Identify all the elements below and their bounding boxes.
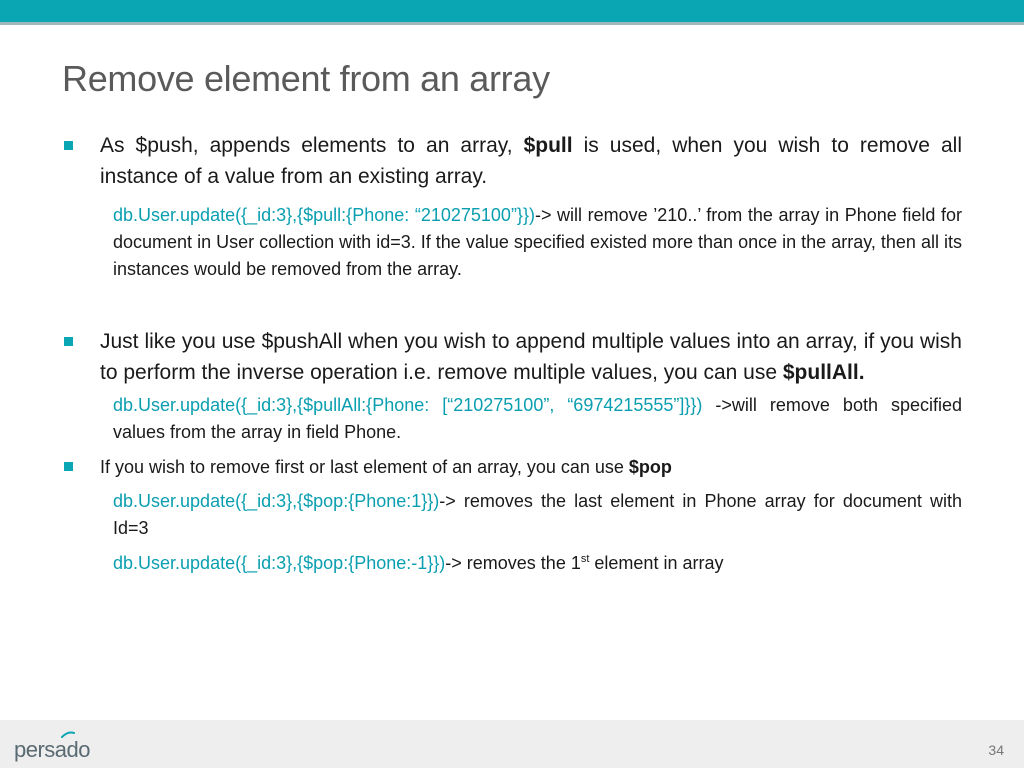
- code-snippet: db.User.update({_id:3},{$pop:{Phone:1}}): [113, 491, 440, 511]
- example-text: -> removes the 1: [445, 553, 581, 573]
- code-snippet: db.User.update({_id:3},{$pull:{Phone: “210275100”}}): [113, 205, 535, 225]
- bullet-text: If you wish to remove first or last element of an array, you can use: [100, 457, 629, 477]
- example-text: -> removes the last element in Phone array for document with Id=3: [113, 491, 962, 538]
- bullet-text: Just like you use $pushAll when you wish to append multiple values into an array, if you wish to perform the inverse operation i.e. remove multiple values, you can use: [100, 330, 962, 384]
- bullet-pop: [62, 454, 962, 480]
- superscript: st: [580, 553, 590, 565]
- bullet-keyword: $pull: [523, 134, 573, 157]
- persado-logo: [14, 731, 104, 765]
- example-pop-first: [113, 550, 962, 577]
- example-text: element in array: [589, 553, 724, 573]
- footer-bar: [0, 720, 1024, 768]
- slide-content: [62, 130, 962, 577]
- example-pull: [113, 202, 962, 283]
- square-bullet-icon: [64, 141, 73, 150]
- top-accent-line: [0, 22, 1024, 25]
- slide-title: Remove element from an array: [62, 58, 550, 99]
- example-pop-last: [113, 488, 962, 542]
- code-snippet: db.User.update({_id:3},{$pop:{Phone:-1}}): [113, 553, 446, 573]
- square-bullet-icon: [64, 462, 73, 471]
- page-number: 34: [988, 742, 1004, 758]
- bullet-text: As $push, appends elements to an array,: [100, 134, 524, 157]
- example-pullall: [113, 392, 962, 446]
- example-text: -> will remove ’210..’ from the array in Phone field for document in User collection with id=3. If the value specified existed more than once in the array, then all its instances would be removed from the array.: [113, 205, 962, 279]
- bullet-keyword: $pullAll.: [782, 361, 865, 384]
- bullet-text: is used, when you wish to remove all instance of a value from an existing array.: [100, 134, 962, 188]
- code-snippet: db.User.update({_id:3},{$pullAll:{Phone: [“210275100”, “6974215555”]}}): [113, 395, 703, 415]
- top-accent-bar: [0, 0, 1024, 22]
- logo-text: persado: [14, 737, 91, 762]
- bullet-pullall: [62, 326, 962, 388]
- bullet-pull: [62, 130, 962, 192]
- example-text: ->will remove both specified values from the array in field Phone.: [113, 395, 962, 442]
- bullet-keyword: $pop: [628, 457, 672, 477]
- square-bullet-icon: [64, 337, 73, 346]
